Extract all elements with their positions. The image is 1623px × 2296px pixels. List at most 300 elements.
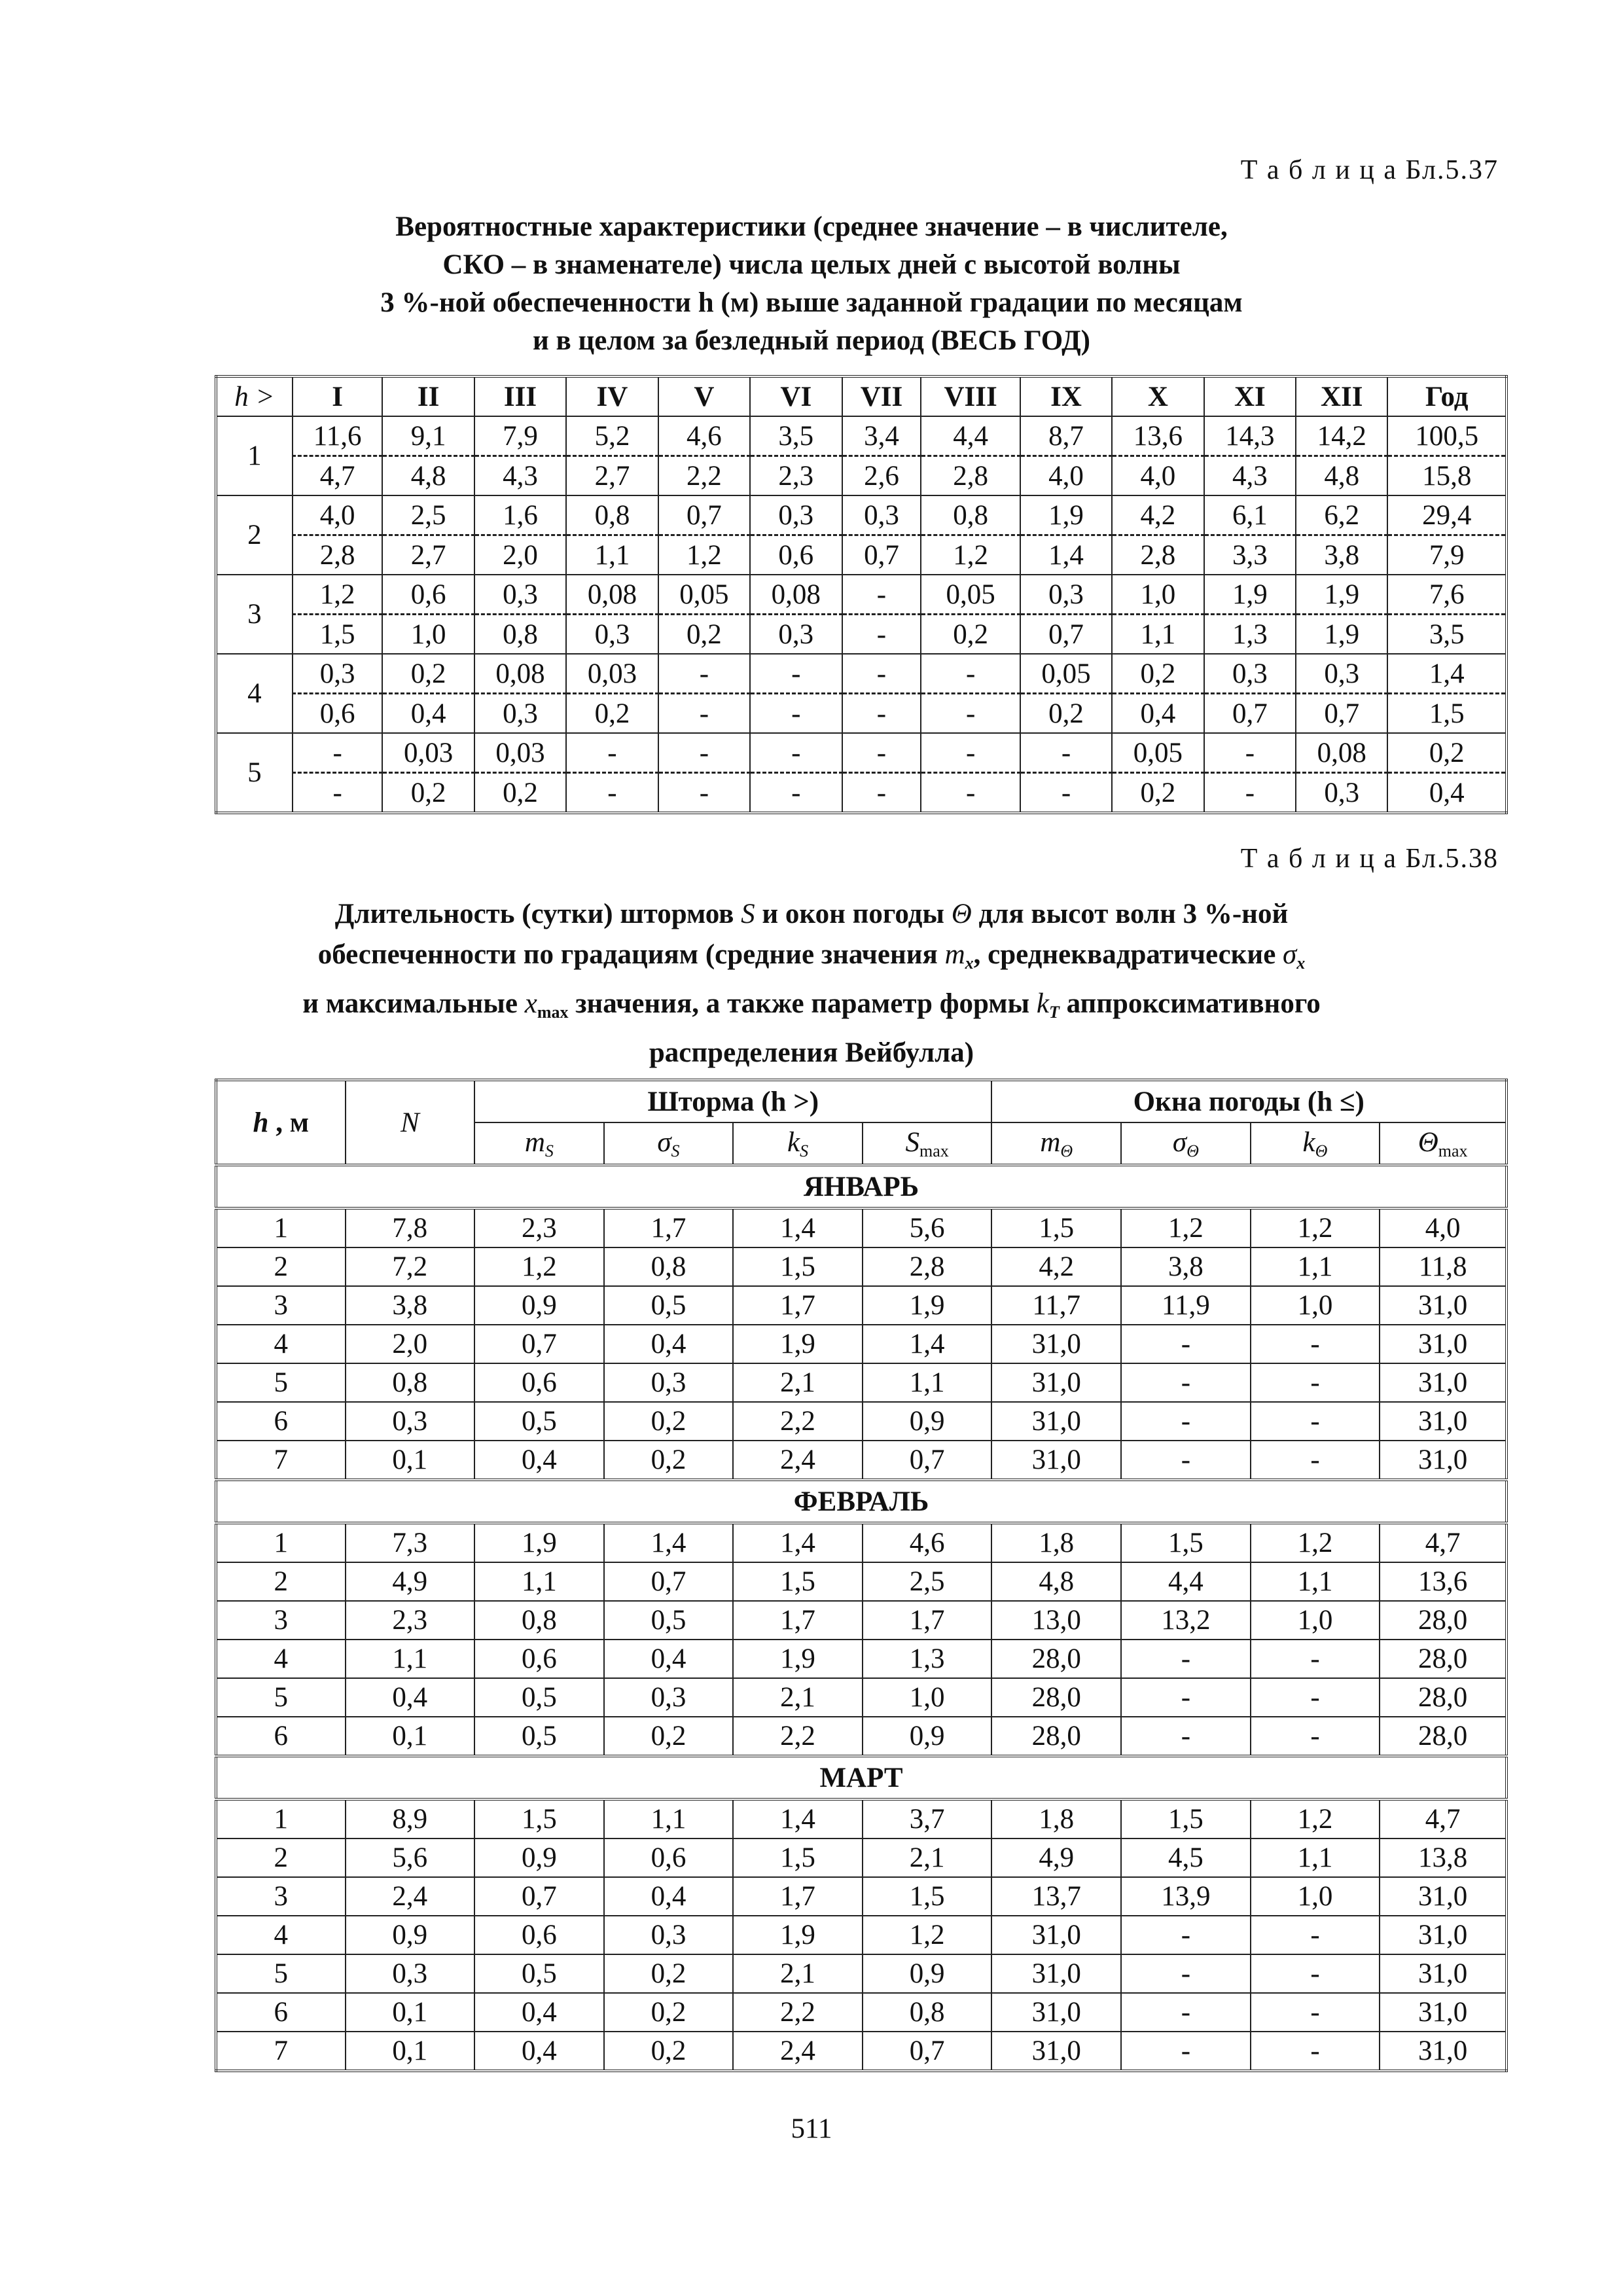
table-cell: 31,0 bbox=[1380, 1363, 1507, 1402]
mean-cell: 6,1 bbox=[1204, 495, 1296, 535]
symbol: k bbox=[787, 1126, 800, 1158]
table-cell: 8,9 bbox=[346, 1799, 475, 1839]
table-cell: 1,9 bbox=[733, 1325, 863, 1363]
table-cell: 1,1 bbox=[1251, 1562, 1380, 1601]
column-header: IV bbox=[566, 376, 658, 416]
sd-cell: 4,8 bbox=[1296, 456, 1387, 496]
mean-cell: 0,8 bbox=[921, 495, 1020, 535]
table-cell: 0,1 bbox=[346, 2032, 475, 2071]
section-row bbox=[216, 1165, 1507, 1208]
symbol: σ bbox=[1172, 1126, 1187, 1158]
table-cell: - bbox=[1251, 1363, 1380, 1402]
table-title-5-37 bbox=[196, 208, 1427, 360]
subcolumn-header bbox=[474, 1122, 604, 1165]
table-cell: 0,9 bbox=[474, 1286, 604, 1325]
table-cell: 1,1 bbox=[863, 1363, 992, 1402]
table-row-mean bbox=[216, 733, 1507, 773]
title-line: Длительность (сутки) штормов S и окон погоды Θ для высот волн 3 %-ной bbox=[334, 899, 1289, 929]
table-cell: 0,2 bbox=[604, 2032, 734, 2071]
sd-cell: 0,3 bbox=[750, 615, 842, 655]
mean-cell: 0,3 bbox=[1204, 654, 1296, 694]
sd-cell: 4,0 bbox=[1020, 456, 1112, 496]
mean-cell: 13,6 bbox=[1112, 416, 1204, 456]
table-cell: 1 bbox=[216, 1799, 346, 1839]
table-cell: 2 bbox=[216, 1562, 346, 1601]
mean-cell: 7,9 bbox=[474, 416, 566, 456]
table-row bbox=[216, 1799, 1507, 1839]
symbol-subscript: Θ bbox=[1315, 1141, 1328, 1160]
sd-cell: 2,3 bbox=[750, 456, 842, 496]
table-cell: - bbox=[1251, 1717, 1380, 1756]
table-cell: - bbox=[1121, 1717, 1251, 1756]
table-cell: 4,2 bbox=[991, 1247, 1121, 1286]
table-cell: 0,9 bbox=[474, 1839, 604, 1877]
table-row bbox=[216, 1523, 1507, 1562]
table-cell: - bbox=[1251, 1402, 1380, 1441]
sd-cell: 7,9 bbox=[1387, 535, 1507, 575]
table-cell: 1,7 bbox=[733, 1286, 863, 1325]
table-cell: 0,6 bbox=[474, 1363, 604, 1402]
table-cell: 0,3 bbox=[604, 1916, 734, 1954]
sd-cell: 0,7 bbox=[1020, 615, 1112, 655]
mean-cell: - bbox=[1020, 733, 1112, 773]
column-header: VII bbox=[842, 376, 921, 416]
mean-cell: 0,08 bbox=[1296, 733, 1387, 773]
mean-cell: 4,0 bbox=[293, 495, 383, 535]
table-cell: 31,0 bbox=[1380, 2032, 1507, 2071]
sd-cell: 0,2 bbox=[566, 694, 658, 734]
table-cell: 7 bbox=[216, 2032, 346, 2071]
symbol: k bbox=[1302, 1126, 1315, 1158]
table-cell: 1,7 bbox=[863, 1601, 992, 1640]
symbol-subscript: Θ bbox=[1186, 1141, 1199, 1160]
table-cell: 1 bbox=[216, 1208, 346, 1247]
table-cell: 2,1 bbox=[733, 1678, 863, 1717]
title-line: и в целом за безледный период (ВЕСЬ ГОД) bbox=[532, 325, 1091, 356]
table-cell: 31,0 bbox=[991, 1993, 1121, 2032]
table-cell: 2,3 bbox=[474, 1208, 604, 1247]
table-row bbox=[216, 1208, 1507, 1247]
sd-cell: 0,4 bbox=[1387, 773, 1507, 814]
mean-cell: 7,6 bbox=[1387, 575, 1507, 615]
table-cell: 28,0 bbox=[1380, 1717, 1507, 1756]
table-row-sd bbox=[216, 694, 1507, 734]
table-row bbox=[216, 1877, 1507, 1916]
page-number: 511 bbox=[791, 2113, 832, 2144]
table-row-mean bbox=[216, 416, 1507, 456]
sd-cell: 0,4 bbox=[1112, 694, 1204, 734]
sd-cell: 0,7 bbox=[1204, 694, 1296, 734]
mean-cell: 0,05 bbox=[1020, 654, 1112, 694]
sd-cell: 1,2 bbox=[658, 535, 750, 575]
table-cell: 13,9 bbox=[1121, 1877, 1251, 1916]
title-line: распределения Вейбулла) bbox=[649, 1037, 974, 1068]
table-cell: 4,4 bbox=[1121, 1562, 1251, 1601]
table-cell: 1,4 bbox=[733, 1523, 863, 1562]
sd-cell: 1,5 bbox=[1387, 694, 1507, 734]
sd-cell: - bbox=[842, 694, 921, 734]
mean-cell: 4,6 bbox=[658, 416, 750, 456]
table-cell: - bbox=[1121, 1325, 1251, 1363]
table-cell: 1,8 bbox=[991, 1799, 1121, 1839]
table-cell: 31,0 bbox=[1380, 1877, 1507, 1916]
table-row bbox=[216, 1839, 1507, 1877]
sd-cell: 3,5 bbox=[1387, 615, 1507, 655]
mean-cell: 0,3 bbox=[1020, 575, 1112, 615]
table-cell: 2,4 bbox=[733, 2032, 863, 2071]
sd-cell: 0,3 bbox=[566, 615, 658, 655]
subcolumn-header bbox=[604, 1122, 734, 1165]
symbol-subscript: S bbox=[671, 1141, 680, 1160]
column-header: VI bbox=[750, 376, 842, 416]
table-cell: 6 bbox=[216, 1993, 346, 2032]
subcolumn-header bbox=[863, 1122, 992, 1165]
column-header: V bbox=[658, 376, 750, 416]
table-cell: 1,0 bbox=[863, 1678, 992, 1717]
table-cell: 5,6 bbox=[346, 1839, 475, 1877]
column-header: X bbox=[1112, 376, 1204, 416]
table-label-5-37: Т а б л и ц а Бл.5.37 bbox=[1240, 155, 1499, 185]
table-cell: 13,8 bbox=[1380, 1839, 1507, 1877]
sd-cell: 1,5 bbox=[293, 615, 383, 655]
sd-cell: - bbox=[1204, 773, 1296, 814]
column-header: XII bbox=[1296, 376, 1387, 416]
mean-cell: - bbox=[1204, 733, 1296, 773]
symbol: Θ bbox=[1418, 1126, 1438, 1158]
table-row-sd bbox=[216, 773, 1507, 814]
windows-header: Окна погоды (h ≤) bbox=[991, 1080, 1507, 1122]
table-cell: 11,8 bbox=[1380, 1247, 1507, 1286]
mean-cell: 100,5 bbox=[1387, 416, 1507, 456]
table-cell: 1,1 bbox=[604, 1799, 734, 1839]
mean-cell: 0,03 bbox=[382, 733, 474, 773]
mean-cell: - bbox=[921, 733, 1020, 773]
table-cell: 11,7 bbox=[991, 1286, 1121, 1325]
table-cell: - bbox=[1121, 1640, 1251, 1678]
table-cell: - bbox=[1121, 2032, 1251, 2071]
subcolumn-header bbox=[1380, 1122, 1507, 1165]
table-cell: 0,4 bbox=[474, 1993, 604, 2032]
sd-cell: 0,3 bbox=[1296, 773, 1387, 814]
sd-cell: - bbox=[566, 773, 658, 814]
table-cell: - bbox=[1251, 1325, 1380, 1363]
subcolumn-header bbox=[1121, 1122, 1251, 1165]
table-cell: 0,6 bbox=[474, 1916, 604, 1954]
column-header: IX bbox=[1020, 376, 1112, 416]
sd-cell: - bbox=[1020, 773, 1112, 814]
sd-cell: 0,2 bbox=[658, 615, 750, 655]
mean-cell: 0,05 bbox=[921, 575, 1020, 615]
table-cell: 0,7 bbox=[863, 1441, 992, 1480]
sd-cell: 0,2 bbox=[921, 615, 1020, 655]
table-row bbox=[216, 1717, 1507, 1756]
table-cell: 2,2 bbox=[733, 1993, 863, 2032]
table-cell: 1,4 bbox=[733, 1208, 863, 1247]
table-cell: 3,7 bbox=[863, 1799, 992, 1839]
sd-cell: 2,7 bbox=[382, 535, 474, 575]
table-cell: 31,0 bbox=[1380, 1916, 1507, 1954]
table-cell: 5 bbox=[216, 1954, 346, 1993]
table-cell: 11,9 bbox=[1121, 1286, 1251, 1325]
table-cell: 1,2 bbox=[1121, 1208, 1251, 1247]
table-cell: 13,2 bbox=[1121, 1601, 1251, 1640]
mean-cell: 1,9 bbox=[1204, 575, 1296, 615]
table-row bbox=[216, 1286, 1507, 1325]
sd-cell: - bbox=[842, 615, 921, 655]
h-cell: 1 bbox=[216, 416, 293, 495]
table-title-5-38 bbox=[196, 894, 1427, 1073]
table-cell: 31,0 bbox=[991, 1916, 1121, 1954]
table-cell: 4 bbox=[216, 1325, 346, 1363]
mean-cell: - bbox=[842, 733, 921, 773]
table-row bbox=[216, 1325, 1507, 1363]
table-cell: 1,5 bbox=[1121, 1799, 1251, 1839]
mean-cell: 0,03 bbox=[566, 654, 658, 694]
mean-cell: 8,7 bbox=[1020, 416, 1112, 456]
table-cell: 2,4 bbox=[346, 1877, 475, 1916]
table-cell: - bbox=[1251, 1640, 1380, 1678]
table-cell: 0,1 bbox=[346, 1993, 475, 2032]
symbol-subscript: Θ bbox=[1060, 1141, 1073, 1160]
h-cell: 3 bbox=[216, 575, 293, 654]
h-cell: 2 bbox=[216, 495, 293, 575]
table-cell: 3,8 bbox=[1121, 1247, 1251, 1286]
table-cell: 3,8 bbox=[346, 1286, 475, 1325]
table-cell: 1,4 bbox=[733, 1799, 863, 1839]
table-cell: 4,6 bbox=[863, 1523, 992, 1562]
table-cell: 1,0 bbox=[1251, 1286, 1380, 1325]
table-cell: 1,0 bbox=[1251, 1877, 1380, 1916]
mean-cell: 2,5 bbox=[382, 495, 474, 535]
table-cell: 1,4 bbox=[863, 1325, 992, 1363]
column-header: II bbox=[382, 376, 474, 416]
table-cell: 2,1 bbox=[733, 1363, 863, 1402]
table-cell: 0,3 bbox=[604, 1363, 734, 1402]
table-cell: 1,2 bbox=[863, 1916, 992, 1954]
table-cell: 0,4 bbox=[346, 1678, 475, 1717]
mean-cell: 5,2 bbox=[566, 416, 658, 456]
table-cell: 1,5 bbox=[733, 1839, 863, 1877]
mean-cell: - bbox=[750, 733, 842, 773]
mean-cell: 1,0 bbox=[1112, 575, 1204, 615]
mean-cell: 0,08 bbox=[474, 654, 566, 694]
mean-cell: - bbox=[921, 654, 1020, 694]
mean-cell: 0,3 bbox=[842, 495, 921, 535]
table-label-5-38: Т а б л и ц а Бл.5.38 bbox=[1240, 844, 1499, 874]
table-cell: 0,7 bbox=[604, 1562, 734, 1601]
sd-cell: 0,3 bbox=[474, 694, 566, 734]
table-cell: - bbox=[1121, 1441, 1251, 1480]
table-cell: 28,0 bbox=[991, 1640, 1121, 1678]
table-cell: - bbox=[1121, 1916, 1251, 1954]
sd-cell: 0,2 bbox=[1112, 773, 1204, 814]
storms-header: Шторма (h >) bbox=[474, 1080, 991, 1122]
mean-cell: 0,7 bbox=[658, 495, 750, 535]
subcolumn-header bbox=[991, 1122, 1121, 1165]
sd-cell: - bbox=[842, 773, 921, 814]
table-cell: 0,8 bbox=[474, 1601, 604, 1640]
sd-cell: 3,3 bbox=[1204, 535, 1296, 575]
sd-cell: 0,7 bbox=[842, 535, 921, 575]
table-cell: 0,4 bbox=[474, 2032, 604, 2071]
table-cell: 0,4 bbox=[474, 1441, 604, 1480]
sd-cell: 0,2 bbox=[474, 773, 566, 814]
n-header: N bbox=[346, 1080, 475, 1165]
table-cell: 2 bbox=[216, 1247, 346, 1286]
table-row-mean bbox=[216, 575, 1507, 615]
table-cell: - bbox=[1121, 1954, 1251, 1993]
table-cell: 1,0 bbox=[1251, 1601, 1380, 1640]
table-row bbox=[216, 2032, 1507, 2071]
sd-cell: - bbox=[293, 773, 383, 814]
sd-cell: 1,1 bbox=[566, 535, 658, 575]
sd-cell: 0,6 bbox=[750, 535, 842, 575]
symbol-subscript: S bbox=[544, 1141, 554, 1160]
table-cell: 1,5 bbox=[991, 1208, 1121, 1247]
table-cell: 31,0 bbox=[991, 1954, 1121, 1993]
table-cell: 1,9 bbox=[733, 1640, 863, 1678]
mean-cell: 0,3 bbox=[474, 575, 566, 615]
table-cell: - bbox=[1251, 1954, 1380, 1993]
month-name: ЯНВАРЬ bbox=[216, 1165, 1507, 1208]
table-cell: 0,2 bbox=[604, 1954, 734, 1993]
table-cell: 0,9 bbox=[863, 1954, 992, 1993]
column-header: h > bbox=[216, 376, 293, 416]
sd-cell: 2,0 bbox=[474, 535, 566, 575]
mean-cell: 3,4 bbox=[842, 416, 921, 456]
sd-cell: 4,3 bbox=[1204, 456, 1296, 496]
sd-cell: 15,8 bbox=[1387, 456, 1507, 496]
sd-cell: 0,2 bbox=[382, 773, 474, 814]
table-cell: 1,9 bbox=[733, 1916, 863, 1954]
column-header: Год bbox=[1387, 376, 1507, 416]
table-cell: 1,7 bbox=[733, 1877, 863, 1916]
mean-cell: 0,3 bbox=[750, 495, 842, 535]
table-cell: 0,2 bbox=[604, 1402, 734, 1441]
table-row-mean bbox=[216, 495, 1507, 535]
table-cell: 31,0 bbox=[991, 1363, 1121, 1402]
table-cell: 0,5 bbox=[474, 1954, 604, 1993]
table-row bbox=[216, 1640, 1507, 1678]
mean-cell: 4,2 bbox=[1112, 495, 1204, 535]
table-row bbox=[216, 1441, 1507, 1480]
sd-cell: 1,1 bbox=[1112, 615, 1204, 655]
table-cell: 7,2 bbox=[346, 1247, 475, 1286]
table-cell: 6 bbox=[216, 1717, 346, 1756]
table-cell: 31,0 bbox=[1380, 1441, 1507, 1480]
table-cell: 2 bbox=[216, 1839, 346, 1877]
table-cell: - bbox=[1121, 1993, 1251, 2032]
sd-cell: 0,8 bbox=[474, 615, 566, 655]
column-header: VIII bbox=[921, 376, 1020, 416]
mean-cell: - bbox=[293, 733, 383, 773]
table-row bbox=[216, 1678, 1507, 1717]
table-cell: 0,5 bbox=[474, 1717, 604, 1756]
table-cell: 31,0 bbox=[1380, 1286, 1507, 1325]
symbol: S bbox=[905, 1126, 919, 1158]
title-line: и максимальные xmax значения, а также параметр формы $k_T$ аппроксимативного bbox=[302, 988, 1321, 1022]
table-cell: 1,5 bbox=[863, 1877, 992, 1916]
mean-cell: 3,5 bbox=[750, 416, 842, 456]
section-row bbox=[216, 1480, 1507, 1523]
sd-cell: 4,3 bbox=[474, 456, 566, 496]
table-cell: 31,0 bbox=[1380, 1993, 1507, 2032]
sd-cell: 2,2 bbox=[658, 456, 750, 496]
h-cell: 5 bbox=[216, 733, 293, 813]
table-cell: 1,9 bbox=[863, 1286, 992, 1325]
h-header: h , м bbox=[216, 1080, 346, 1165]
table-cell: 4,9 bbox=[991, 1839, 1121, 1877]
mean-cell: 0,2 bbox=[382, 654, 474, 694]
table-cell: 1,3 bbox=[863, 1640, 992, 1678]
sd-cell: 0,6 bbox=[293, 694, 383, 734]
table-cell: 0,2 bbox=[604, 1993, 734, 2032]
section-row bbox=[216, 1756, 1507, 1799]
sd-cell: - bbox=[750, 694, 842, 734]
mean-cell: 0,2 bbox=[1387, 733, 1507, 773]
table-cell: 0,4 bbox=[604, 1640, 734, 1678]
mean-cell: 0,05 bbox=[1112, 733, 1204, 773]
table-cell: 0,6 bbox=[604, 1839, 734, 1877]
table-cell: 3 bbox=[216, 1601, 346, 1640]
sd-cell: 2,8 bbox=[293, 535, 383, 575]
table-cell: 2,4 bbox=[733, 1441, 863, 1480]
table-cell: 31,0 bbox=[1380, 1325, 1507, 1363]
table-cell: 5 bbox=[216, 1678, 346, 1717]
table-cell: 0,5 bbox=[604, 1601, 734, 1640]
mean-cell: - bbox=[842, 654, 921, 694]
table-cell: 13,7 bbox=[991, 1877, 1121, 1916]
mean-cell: 0,03 bbox=[474, 733, 566, 773]
table-cell: 2,2 bbox=[733, 1717, 863, 1756]
sd-cell: - bbox=[921, 694, 1020, 734]
table-cell: 2,2 bbox=[733, 1402, 863, 1441]
title-line: СКО – в знаменателе) числа целых дней с высотой волны bbox=[442, 249, 1181, 280]
table-cell: - bbox=[1251, 1678, 1380, 1717]
mean-cell: 14,3 bbox=[1204, 416, 1296, 456]
table-cell: 1,7 bbox=[733, 1601, 863, 1640]
table-cell: 0,2 bbox=[604, 1441, 734, 1480]
mean-cell: 1,9 bbox=[1296, 575, 1387, 615]
table-cell: 28,0 bbox=[1380, 1640, 1507, 1678]
column-header: XI bbox=[1204, 376, 1296, 416]
sd-cell: 0,2 bbox=[1020, 694, 1112, 734]
sd-cell: 2,7 bbox=[566, 456, 658, 496]
table-cell: 1,7 bbox=[604, 1208, 734, 1247]
table-row bbox=[216, 1993, 1507, 2032]
table-row bbox=[216, 1562, 1507, 1601]
mean-cell: - bbox=[842, 575, 921, 615]
mean-cell: 1,2 bbox=[293, 575, 383, 615]
table-cell: 28,0 bbox=[1380, 1601, 1507, 1640]
table-cell: 0,5 bbox=[474, 1402, 604, 1441]
mean-cell: 0,3 bbox=[293, 654, 383, 694]
table-cell: 4 bbox=[216, 1916, 346, 1954]
table-cell: 4 bbox=[216, 1640, 346, 1678]
table-row bbox=[216, 1916, 1507, 1954]
table-cell: 1,2 bbox=[1251, 1208, 1380, 1247]
table-cell: 0,8 bbox=[863, 1993, 992, 2032]
table-row-sd bbox=[216, 456, 1507, 496]
table-row bbox=[216, 1601, 1507, 1640]
month-name: ФЕВРАЛЬ bbox=[216, 1480, 1507, 1523]
table-cell: 1,2 bbox=[474, 1247, 604, 1286]
table-cell: 4,5 bbox=[1121, 1839, 1251, 1877]
table-cell: 2,0 bbox=[346, 1325, 475, 1363]
table-cell: 4,7 bbox=[1380, 1523, 1507, 1562]
table-row-sd bbox=[216, 535, 1507, 575]
month-name: МАРТ bbox=[216, 1756, 1507, 1799]
